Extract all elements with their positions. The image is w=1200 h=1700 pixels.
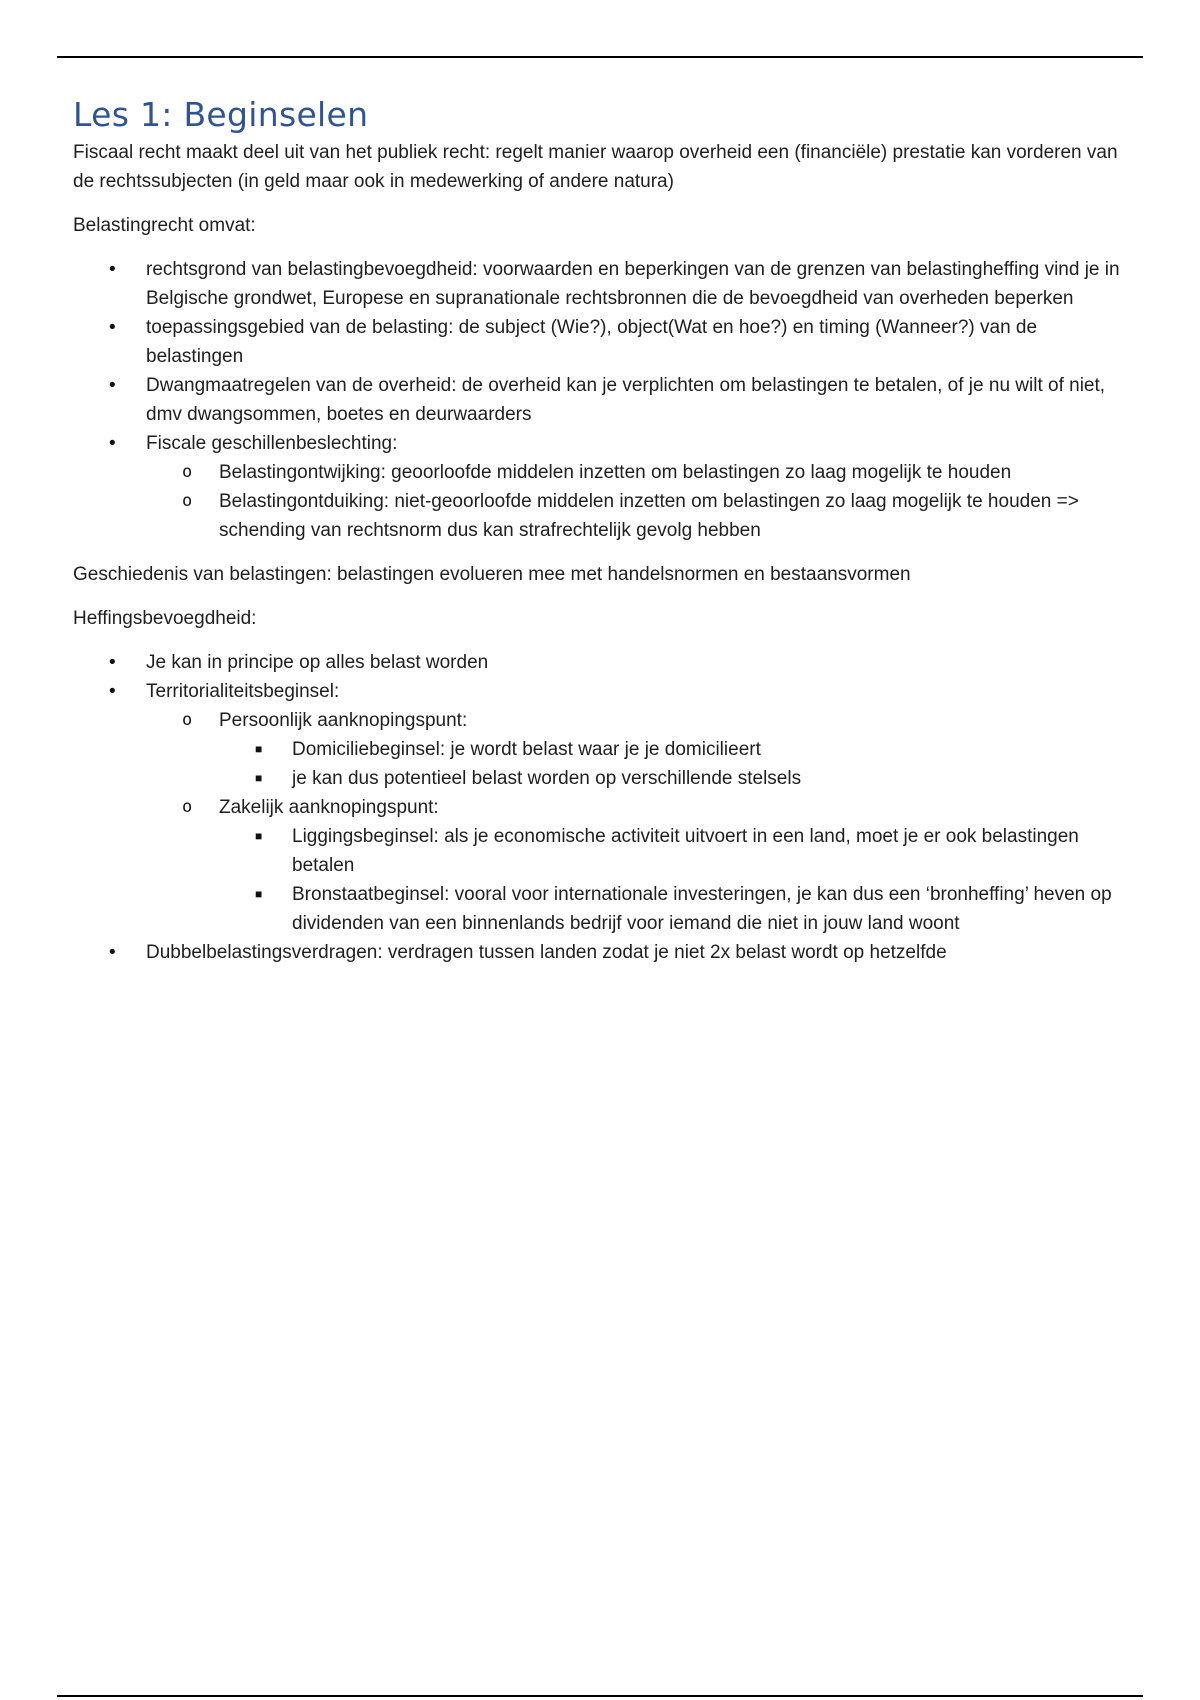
list-item (73, 429, 1123, 545)
list-item (219, 822, 1123, 880)
list-item (146, 458, 1123, 487)
heffing-list (73, 648, 1123, 967)
list-item-text: toepassingsgebied van de belasting: de subject (Wie?), object(Wat en hoe?) en timing (Wanneer?) van de belastingen (146, 317, 1038, 367)
square-bullet-icon (255, 735, 262, 764)
belastingrecht-list (73, 255, 1123, 545)
list-item-text: Je kan in principe op alles belast worden (146, 652, 489, 673)
list-item (73, 313, 1123, 371)
list-item (146, 793, 1123, 938)
bullet-icon (109, 313, 116, 342)
list-item-text: Zakelijk aanknopingspunt: (219, 797, 439, 818)
list-item (73, 371, 1123, 429)
geschiedenis-paragraph: Geschiedenis van belastingen: belastingen evolueren mee met handelsnormen en bestaansvormen (73, 564, 911, 585)
persoonlijk-sublist (219, 735, 1123, 793)
list-item-text: je kan dus potentieel belast worden op verschillende stelsels (292, 768, 802, 789)
list-item (73, 677, 1123, 938)
circle-bullet-icon (182, 793, 192, 822)
list-item-text: Persoonlijk aanknopingspunt: (219, 710, 468, 731)
list-item (73, 648, 1123, 677)
bottom-rule (57, 1695, 1143, 1697)
bullet-icon (109, 938, 116, 967)
bullet-icon (109, 429, 116, 458)
list-item-text: Fiscale geschillenbeslechting: (146, 433, 398, 454)
document-body (73, 94, 1123, 982)
territorialiteit-sublist (146, 706, 1123, 938)
list-item-text: Bronstaatbeginsel: vooral voor internationale investeringen, je kan dus een ‘bronheffing’ heven op dividenden van een binnenlands bedrijf voor iemand die niet in jouw land woont (292, 884, 1112, 934)
circle-bullet-icon (182, 487, 192, 516)
list-item (73, 938, 1123, 967)
zakelijk-sublist (219, 822, 1123, 938)
bullet-icon (109, 677, 116, 706)
belastingrecht-heading: Belastingrecht omvat: (73, 215, 256, 236)
bullet-icon (109, 255, 116, 284)
list-item (146, 487, 1123, 545)
bullet-icon (109, 648, 116, 677)
square-bullet-icon (255, 822, 262, 851)
list-item (73, 255, 1123, 313)
intro-paragraph: Fiscaal recht maakt deel uit van het publiek recht: regelt manier waarop overheid een (financiële) prestatie kan vorderen van de rechtssubjecten (in geld maar ook in medewerking of andere natura) (73, 142, 1118, 192)
list-item-text: Dubbelbelastingsverdragen: verdragen tussen landen zodat je niet 2x belast wordt op hetzelfde (146, 942, 947, 963)
bullet-icon (109, 371, 116, 400)
geschillen-sublist (146, 458, 1123, 545)
list-item-text: Belastingontwijking: geoorloofde middelen inzetten om belastingen zo laag mogelijk te houden (219, 462, 1012, 483)
top-rule (57, 56, 1143, 58)
heffing-heading: Heffingsbevoegdheid: (73, 608, 257, 629)
list-item-text: Domiciliebeginsel: je wordt belast waar je je domicilieert (292, 739, 761, 760)
circle-bullet-icon (182, 706, 192, 735)
list-item-text: Belastingontduiking: niet-geoorloofde middelen inzetten om belastingen zo laag mogelijk te houden => schending van rechtsnorm dus kan strafrechtelijk gevolg hebben (219, 491, 1079, 541)
circle-bullet-icon (182, 458, 192, 487)
page-title: Les 1: Beginselen (73, 95, 369, 134)
list-item-text: Liggingsbeginsel: als je economische activiteit uitvoert in een land, moet je er ook belastingen betalen (292, 826, 1079, 876)
list-item-text: rechtsgrond van belastingbevoegdheid: voorwaarden en beperkingen van de grenzen van belastingheffing vind je in Belgische grondwet, Europese en supranationale rechtsbronnen die de bevoegdheid van overheden beperken (146, 259, 1120, 309)
list-item (219, 735, 1123, 764)
square-bullet-icon (255, 880, 262, 909)
list-item (219, 880, 1123, 938)
list-item (146, 706, 1123, 793)
square-bullet-icon (255, 764, 262, 793)
list-item-text: Dwangmaatregelen van de overheid: de overheid kan je verplichten om belastingen te betalen, of je nu wilt of niet, dmv dwangsommen, boetes en deurwaarders (146, 375, 1106, 425)
list-item (219, 764, 1123, 793)
list-item-text: Territorialiteitsbeginsel: (146, 681, 340, 702)
